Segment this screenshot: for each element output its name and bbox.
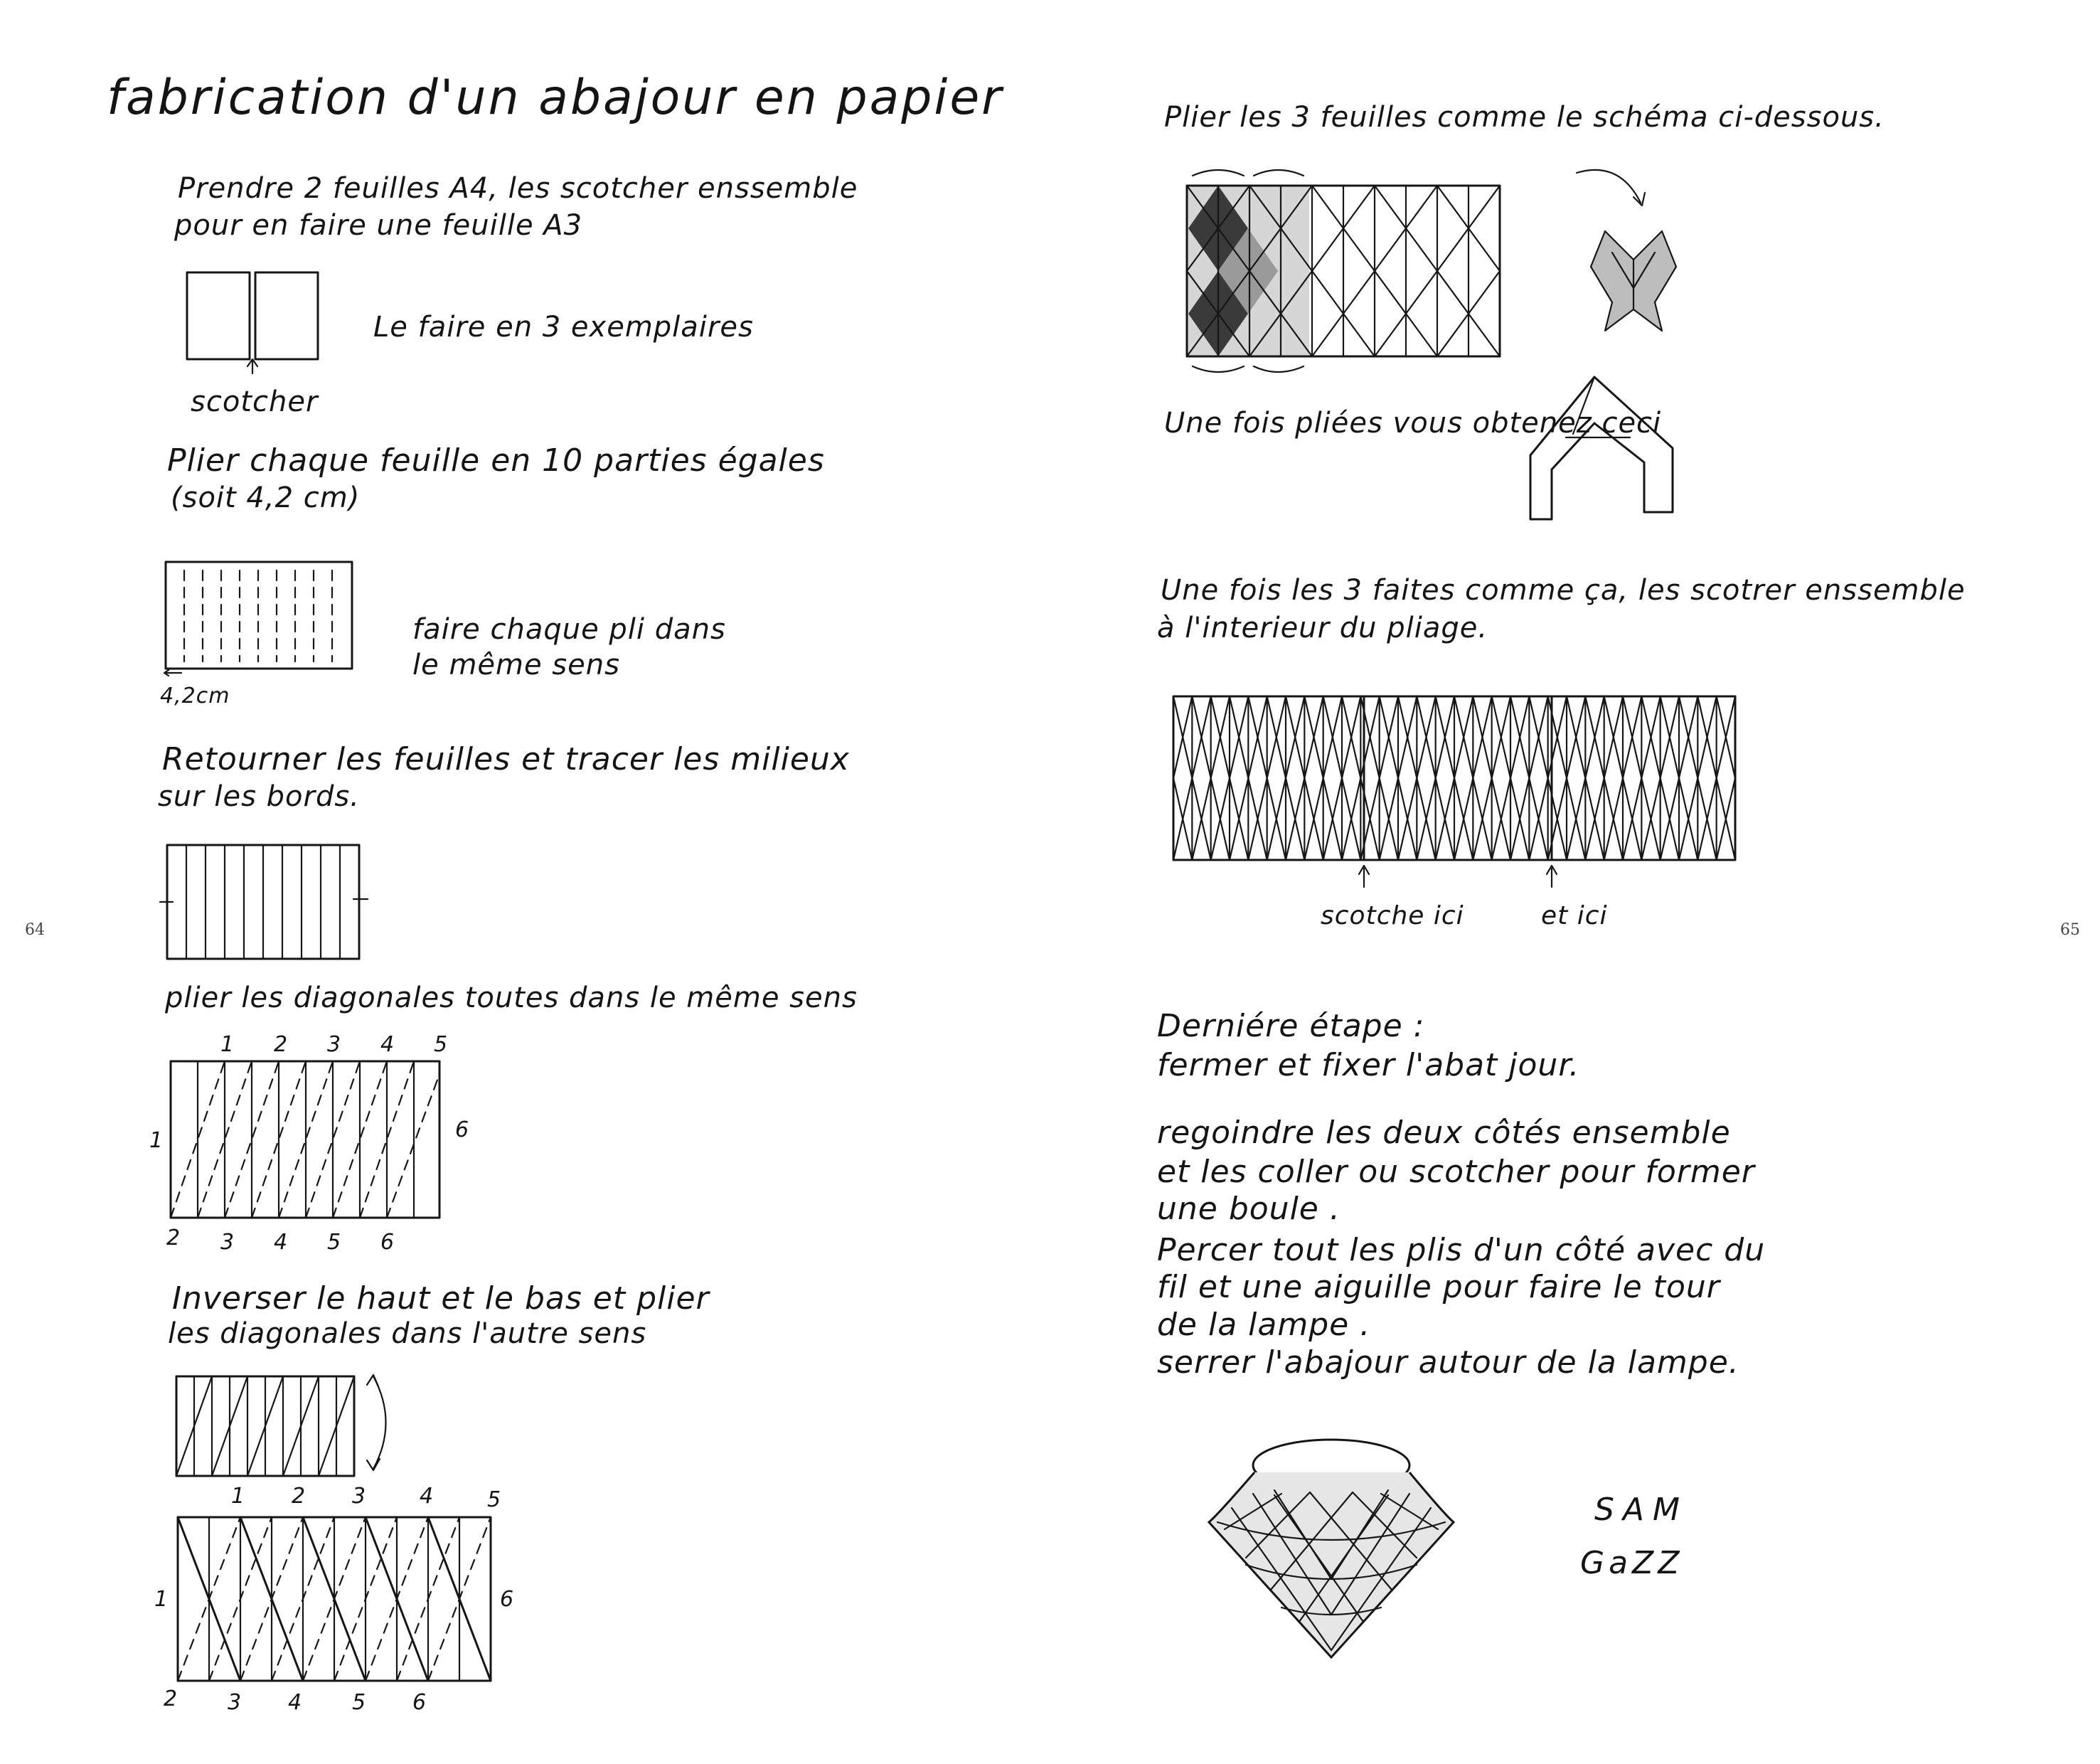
bottom-number: 3 bbox=[228, 1690, 242, 1715]
page-number-left: 64 bbox=[25, 921, 45, 939]
fold-same-line1: faire chaque pli dans bbox=[412, 613, 726, 646]
combined-sheets-diagram bbox=[1168, 686, 1751, 893]
step1-line1: Prendre 2 feuilles A4, les scotcher enssemble bbox=[178, 172, 858, 205]
folding-schema-diagram bbox=[1178, 160, 1733, 388]
page-number-right: 65 bbox=[2060, 921, 2080, 939]
top-number: 2 bbox=[274, 1032, 289, 1057]
step4-text: plier les diagonales toutes dans le même sens bbox=[165, 982, 858, 1014]
copies-note: Le faire en 3 exemplaires bbox=[373, 311, 754, 344]
step9-line1: regoindre les deux côtés ensemble bbox=[1157, 1115, 1731, 1151]
scotch-here-label: scotche ici bbox=[1321, 901, 1464, 930]
side-number: 6 bbox=[500, 1587, 515, 1612]
step6-text: Plier les 3 feuilles comme le schéma ci-dessous. bbox=[1164, 101, 1885, 134]
folded-shape-sketch bbox=[1523, 370, 1701, 526]
side-number: 6 bbox=[455, 1117, 470, 1142]
bottom-number: 2 bbox=[166, 1226, 181, 1250]
bottom-number: 5 bbox=[352, 1690, 367, 1715]
cross-fold-diagram bbox=[153, 1483, 523, 1718]
top-number: 3 bbox=[327, 1032, 342, 1057]
result-text: Une fois pliées vous obtenez ceci bbox=[1164, 407, 1662, 440]
side-number: 1 bbox=[149, 1128, 164, 1153]
step7-line2: à l'interieur du pliage. bbox=[1157, 612, 1488, 644]
step7-line1: Une fois les 3 faites comme ça, les scotrer enssemble bbox=[1161, 574, 1966, 607]
bottom-number: 4 bbox=[288, 1690, 303, 1715]
top-number: 5 bbox=[434, 1032, 449, 1057]
step9-line5: fil et une aiguille pour faire le tour bbox=[1157, 1269, 1720, 1305]
step2-line1: Plier chaque feuille en 10 parties égales bbox=[167, 442, 825, 479]
middle-marks-diagram bbox=[160, 839, 373, 964]
step9-line7: serrer l'abajour autour de la lampe. bbox=[1157, 1344, 1739, 1381]
step5-line2: les diagonales dans l'autre sens bbox=[168, 1317, 647, 1350]
two-sheets-diagram bbox=[181, 267, 324, 373]
diagonal-fold-diagram bbox=[149, 1031, 476, 1259]
signature-line1: SAM bbox=[1594, 1492, 1688, 1528]
step9-line6: de la lampe . bbox=[1157, 1307, 1371, 1343]
step2-line2: (soit 4,2 cm) bbox=[171, 482, 361, 514]
step8-line1: Derniére étape : bbox=[1157, 1008, 1425, 1044]
top-number: 5 bbox=[487, 1487, 502, 1512]
step8-line2: fermer et fixer l'abat jour. bbox=[1157, 1047, 1580, 1083]
step9-line4: Percer tout les plis d'un côté avec du bbox=[1157, 1232, 1766, 1268]
bottom-number: 6 bbox=[380, 1230, 395, 1255]
bottom-number: 6 bbox=[412, 1690, 427, 1715]
inverted-sheet-diagram bbox=[171, 1369, 405, 1483]
signature-line2: GaZZ bbox=[1580, 1545, 1684, 1581]
lampshade-sketch bbox=[1203, 1430, 1459, 1664]
bottom-number: 3 bbox=[220, 1230, 235, 1255]
page-title: fabrication d'un abajour en papier bbox=[107, 70, 1004, 126]
step1-line2: pour en faire une feuille A3 bbox=[174, 209, 583, 242]
fold-same-line2: le même sens bbox=[412, 649, 620, 681]
top-number: 3 bbox=[352, 1484, 367, 1509]
top-number: 1 bbox=[231, 1484, 246, 1509]
top-number: 4 bbox=[380, 1032, 395, 1057]
step9-line2: et les coller ou scotcher pour former bbox=[1157, 1154, 1755, 1190]
top-number: 4 bbox=[420, 1484, 435, 1509]
step9-line3: une boule . bbox=[1157, 1191, 1341, 1227]
top-number: 1 bbox=[220, 1032, 235, 1057]
top-number: 2 bbox=[292, 1484, 307, 1509]
scotcher-label: scotcher bbox=[191, 386, 319, 418]
bottom-number: 2 bbox=[164, 1686, 178, 1711]
and-here-label: et ici bbox=[1541, 901, 1608, 930]
right-page bbox=[1050, 0, 2100, 1764]
measure-label: 4,2cm bbox=[160, 684, 230, 708]
step3-line2: sur les bords. bbox=[158, 780, 360, 813]
step5-line1: Inverser le haut et le bas et plier bbox=[172, 1280, 710, 1317]
bottom-number: 5 bbox=[327, 1230, 342, 1255]
step3-line1: Retourner les feuilles et tracer les milieux bbox=[162, 741, 850, 777]
side-number: 1 bbox=[154, 1587, 169, 1612]
ten-folds-diagram bbox=[160, 555, 366, 697]
bottom-number: 4 bbox=[274, 1230, 289, 1255]
